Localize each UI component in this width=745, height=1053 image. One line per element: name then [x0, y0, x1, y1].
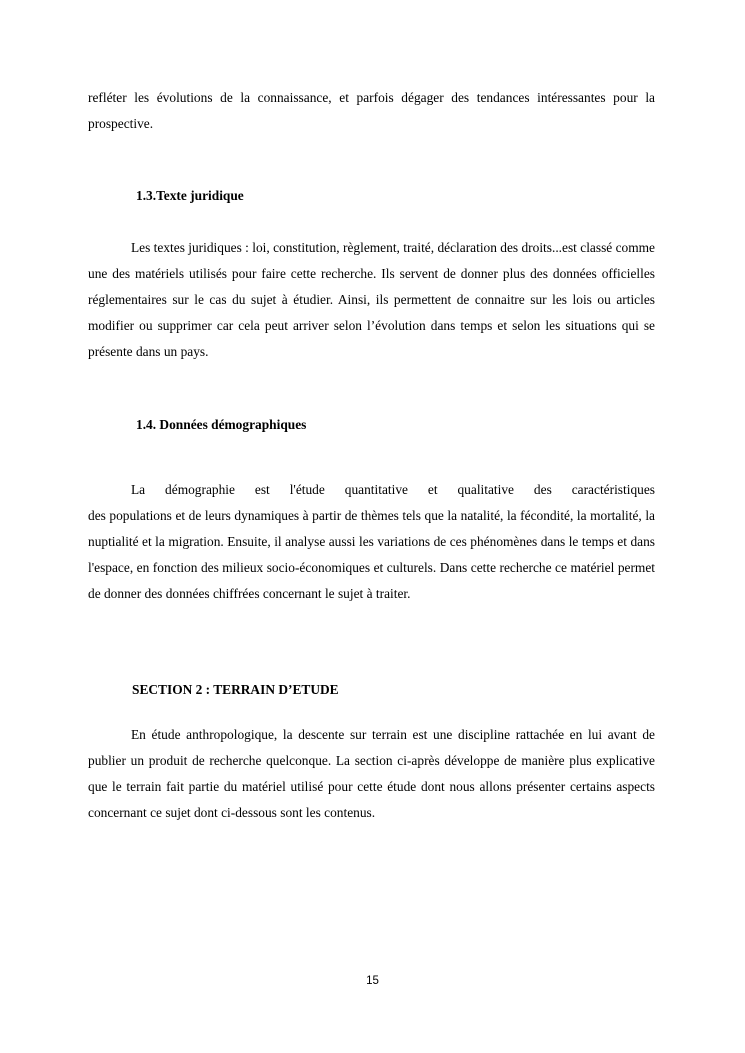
paragraph-terrain-etude: En étude anthropologique, la descente sur terrain est une discipline rattachée en lui avant de publier un produit de recherche quelconque. La section ci-après développe de manière plus explicative que le terrain fait partie du matériel utilisé pour cette étude dont nous allons présenter certains aspects concernant ce sujet dont ci-dessous sont les contenus. [88, 727, 655, 820]
section-heading-donnees-demographiques: 1.4. Données démographiques [136, 417, 307, 432]
page-number: 15 [366, 975, 379, 987]
paragraph-demographie-first-line: La démographie est l'étude quantitative et qualitative des caractéristiques [131, 482, 655, 497]
continuation-paragraph: refléter les évolutions de la connaissance, et parfois dégager des tendances intéressantes pour la prospective. [88, 90, 655, 131]
paragraph-texte-juridique: Les textes juridiques : loi, constitution, règlement, traité, déclaration des droits...est classé comme une des matériels utilisés pour faire cette recherche. Ils servent de donner plus des données officielles réglementaires sur le cas du sujet à étudier. Ainsi, ils permettent de connaitre sur les lois ou articles modifier ou supprimer car cela peut arriver selon l’évolution dans temps et selon les situations qui se présente dans un pays. [88, 240, 655, 359]
paragraph-demographie-body: des populations et de leurs dynamiques à partir de thèmes tels que la natalité, la fécondité, la mortalité, la nuptialité et la migration. Ensuite, il analyse aussi les variations de ces phénomènes dans le temps et dans l'espace, en fonction des milieux socio-économiques et culturels. Dans cette recherche ce matériel permet de donner des données chiffrées concernant le sujet à traiter. [88, 508, 655, 601]
section-heading-terrain-etude: SECTION 2 : TERRAIN D’ETUDE [132, 682, 339, 697]
section-heading-texte-juridique: 1.3.Texte juridique [136, 188, 244, 203]
